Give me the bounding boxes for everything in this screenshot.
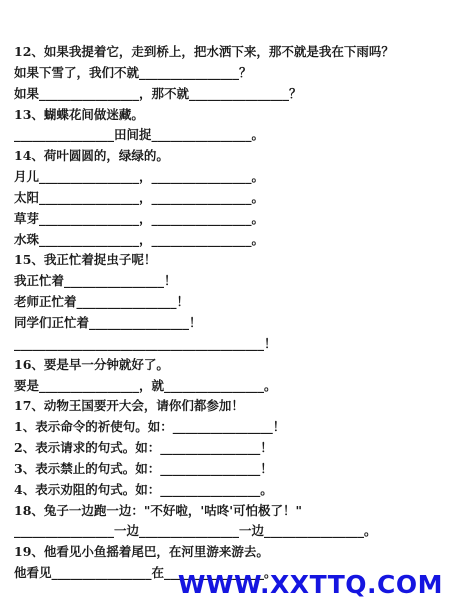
q19-fill: 他看见________________在________________。 xyxy=(14,565,277,580)
q15-fill-4: ________________________________________！ xyxy=(14,336,277,351)
q17-item-3: 3、表示禁止的句式。如：________________！ xyxy=(14,461,273,476)
q13-fill: ________________田间捉________________。 xyxy=(14,127,265,142)
q14-fill-moon: 月儿________________，________________。 xyxy=(14,169,265,184)
q15-fill-2: 老师正忙着________________！ xyxy=(14,294,190,309)
q15-fill-3: 同学们正忙着________________！ xyxy=(14,315,202,330)
q14-fill-sun: 太阳________________，________________。 xyxy=(14,190,265,205)
q13-prompt: 13、蝴蝶花间做迷藏。 xyxy=(14,107,144,122)
watermark: WWW.XXTTQ.COM xyxy=(177,570,443,599)
q16-prompt: 16、要是早一分钟就好了。 xyxy=(14,357,169,372)
q19-prompt: 19、他看见小鱼摇着尾巴，在河里游来游去。 xyxy=(14,544,269,559)
q15-prompt: 15、我正忙着捉虫子呢！ xyxy=(14,252,157,267)
q17-item-1: 1、表示命令的祈使句。如：________________！ xyxy=(14,419,286,434)
q17-prompt: 17、动物王国要开大会，请你们都参加！ xyxy=(14,398,244,413)
q12-prompt: 12、如果我提着它，走到桥上，把水洒下来，那不就是我在下雨吗？ xyxy=(14,44,394,59)
q14-prompt: 14、荷叶圆圆的，绿绿的。 xyxy=(14,148,169,163)
q17-item-2: 2、表示请求的句式。如：________________！ xyxy=(14,440,273,455)
q18-fill: ________________一边________________一边________________。 xyxy=(14,523,377,538)
q12-fill-2: 如果________________，那不就________________？ xyxy=(14,86,302,101)
q17-item-4: 4、表示劝阻的句式。如：________________。 xyxy=(14,482,273,497)
q14-fill-grass: 草芽________________，________________。 xyxy=(14,211,265,226)
q18-prompt: 18、兔子一边跑一边："不好啦，'咕咚'可怕极了！" xyxy=(14,503,303,518)
q16-fill: 要是________________，就________________。 xyxy=(14,378,277,393)
q15-fill-1: 我正忙着________________！ xyxy=(14,273,177,288)
q12-fill-1: 如果下雪了，我们不就________________？ xyxy=(14,65,252,80)
q14-fill-droplet: 水珠________________，________________。 xyxy=(14,232,265,247)
